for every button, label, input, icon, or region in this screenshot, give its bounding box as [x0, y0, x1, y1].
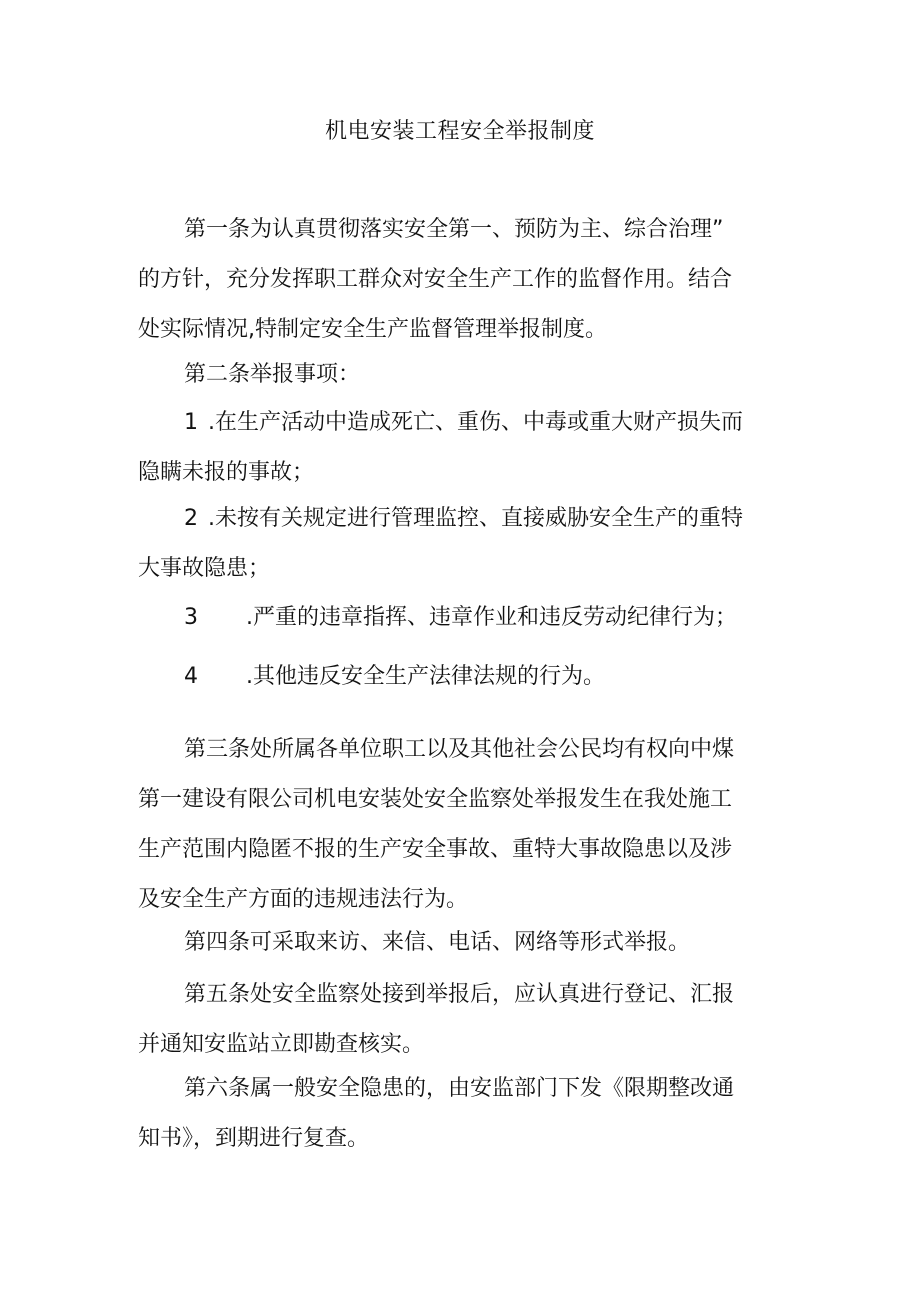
list-item-text-cont: 隐瞒未报的事故；	[138, 460, 315, 485]
list-item-1	[138, 398, 778, 498]
article-5-line-1: 第五条处安全监察处接到举报后，应认真进行登记、汇报	[184, 982, 735, 1007]
list-item-text: .在生产活动中造成死亡、重伤、中毒或重大财产损失而	[208, 410, 743, 435]
article-2-line-1: 第二条举报事项：	[184, 362, 361, 387]
article-6-line-2: 知书》，到期进行复查。	[138, 1126, 370, 1151]
article-5	[138, 970, 778, 1070]
list-item-number: 1	[184, 410, 198, 435]
list-item-4	[138, 652, 778, 702]
article-6	[138, 1064, 778, 1164]
document-title: 机电安装工程安全举报制度	[324, 119, 595, 144]
article-4	[138, 918, 778, 968]
article-1	[138, 205, 778, 355]
article-3-line-1: 第三条处所属各单位职工以及其他社会公民均有权向中煤	[184, 737, 735, 762]
list-item-number: 2	[184, 506, 198, 531]
article-3-line-4: 及安全生产方面的违规违法行为。	[138, 887, 469, 912]
list-item-number: 4	[184, 664, 198, 689]
list-item-text-cont: 大事故隐患；	[138, 556, 271, 581]
list-item-number: 3	[184, 605, 198, 630]
list-item-2	[138, 494, 778, 594]
article-5-line-2: 并通知安监站立即勘查核实。	[138, 1032, 425, 1057]
list-item-text: .其他违反安全生产法律法规的行为。	[246, 664, 605, 689]
article-1-line-3: 处实际情况,特制定安全生产监督管理举报制度。	[138, 317, 607, 342]
list-item-3	[138, 593, 778, 643]
article-3	[138, 725, 778, 925]
article-1-line-2: 的方针，充分发挥职工群众对安全生产工作的监督作用。结合	[138, 267, 733, 292]
article-6-line-1: 第六条属一般安全隐患的，由安监部门下发《限期整改通	[184, 1076, 735, 1101]
article-3-line-3: 生产范围内隐匿不报的生产安全事故、重特大事故隐患以及涉	[138, 837, 733, 862]
article-4-line-1: 第四条可采取来访、来信、电话、网络等形式举报。	[184, 930, 691, 955]
list-item-text: .严重的违章指挥、违章作业和违反劳动纪律行为；	[246, 605, 737, 630]
article-1-line-1: 第一条为认真贯彻落实安全第一、预防为主、综合治理”	[184, 217, 724, 242]
list-item-text: .未按有关规定进行管理监控、直接威胁安全生产的重特	[208, 506, 743, 531]
article-3-line-2: 第一建设有限公司机电安装处安全监察处举报发生在我处施工	[138, 787, 733, 812]
article-2	[138, 350, 778, 400]
